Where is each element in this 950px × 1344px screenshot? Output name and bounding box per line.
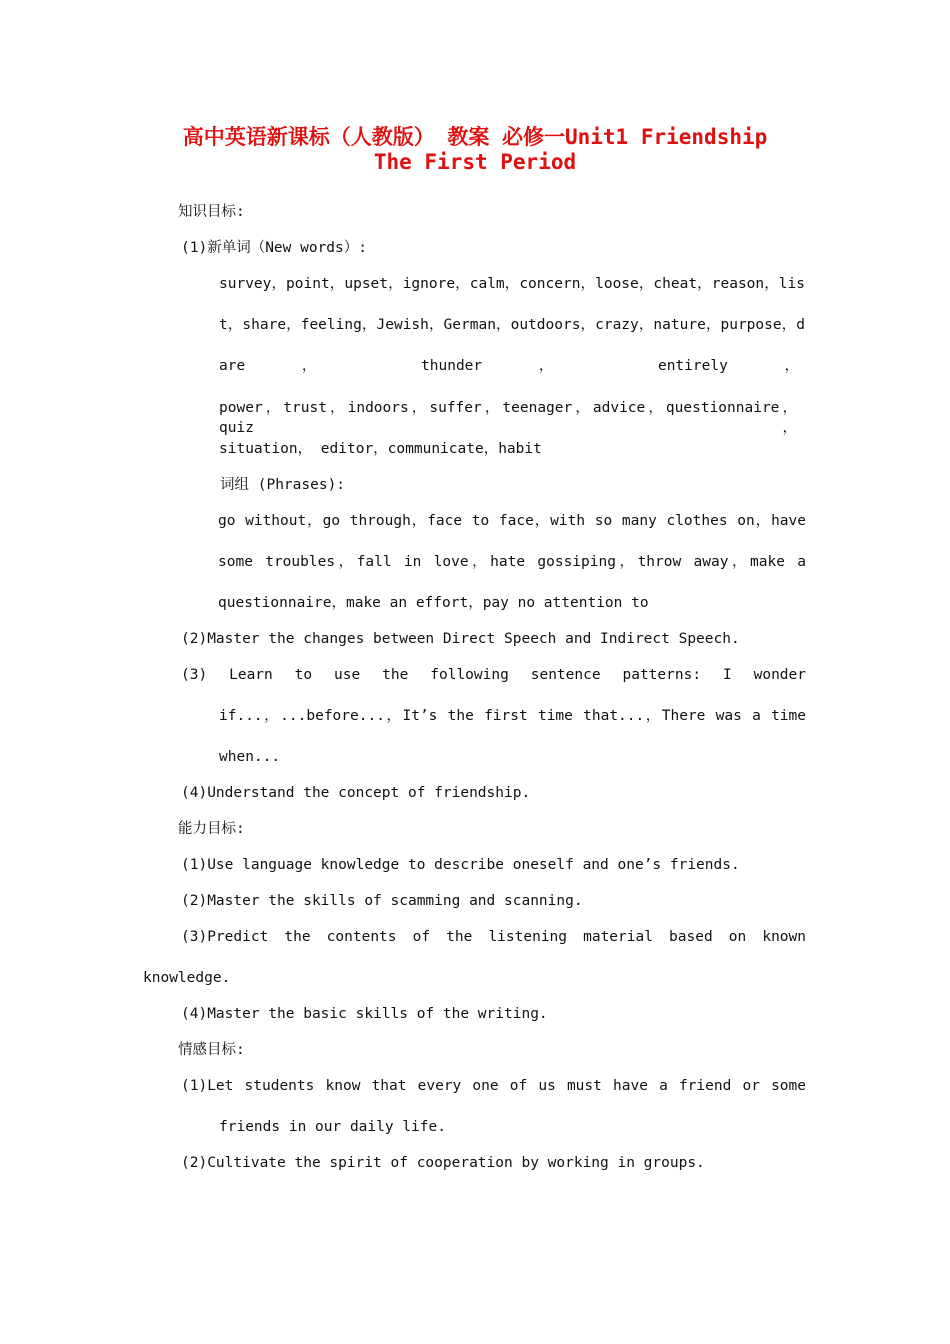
phrase-list-line: some troubles，fall in love，hate gossiping，throw away，make a bbox=[218, 554, 806, 570]
emotion-heading: 情感目标: bbox=[178, 1042, 245, 1058]
ability-item-2: (2)Master the skills of scamming and scanning. bbox=[181, 893, 583, 909]
ability-item-1: (1)Use language knowledge to describe oneself and one’s friends. bbox=[181, 857, 740, 873]
word-list-line: survey，point，upset，ignore，calm，concern，loose，cheat，reason，lis bbox=[219, 276, 805, 292]
knowledge-item-2: (2)Master the changes between Direct Speech and Indirect Speech. bbox=[181, 631, 740, 647]
document-subtitle: The First Period bbox=[373, 150, 577, 174]
document-title: 高中英语新课标（人教版） 教案 必修一Unit1 Friendship bbox=[182, 125, 768, 149]
knowledge-item-3-line: when... bbox=[219, 749, 281, 765]
ability-item-3-line: knowledge. bbox=[143, 970, 231, 986]
knowledge-item-3-line: (3) Learn to use the following sentence patterns: I wonder bbox=[181, 667, 806, 683]
ability-heading: 能力目标: bbox=[178, 821, 245, 837]
word-list-line: situation， editor，communicate，habit bbox=[219, 441, 542, 457]
knowledge-heading: 知识目标: bbox=[178, 204, 245, 220]
knowledge-item-4: (4)Understand the concept of friendship. bbox=[181, 785, 531, 801]
new-words-label: (1)新单词（New words）: bbox=[181, 240, 367, 256]
ability-item-4: (4)Master the basic skills of the writing. bbox=[181, 1006, 548, 1022]
emotion-item-1-line: (1)Let students know that every one of us must have a friend or some bbox=[181, 1078, 806, 1094]
emotion-item-2: (2)Cultivate the spirit of cooperation by working in groups. bbox=[181, 1155, 705, 1171]
emotion-item-1-line: friends in our daily life. bbox=[219, 1119, 446, 1135]
phrase-list-line: questionnaire，make an effort，pay no attention to bbox=[218, 595, 649, 611]
phrase-list-line: go without，go through，face to face，with so many clothes on，have bbox=[218, 513, 806, 529]
phrases-heading: 词组 (Phrases): bbox=[220, 477, 346, 493]
word-list-line: are ， thunder ， entirely ， bbox=[219, 358, 799, 374]
ability-item-3-line: (3)Predict the contents of the listening material based on known bbox=[181, 929, 806, 945]
word-list-line: t，share，feeling，Jewish，German，outdoors，crazy，nature，purpose，d bbox=[219, 317, 805, 333]
word-list-line: power，trust，indoors，suffer，teenager，advice，questionnaire，quiz， bbox=[219, 400, 797, 436]
knowledge-item-3-line: if...，...before...，It’s the first time that...，There was a time bbox=[219, 708, 806, 724]
